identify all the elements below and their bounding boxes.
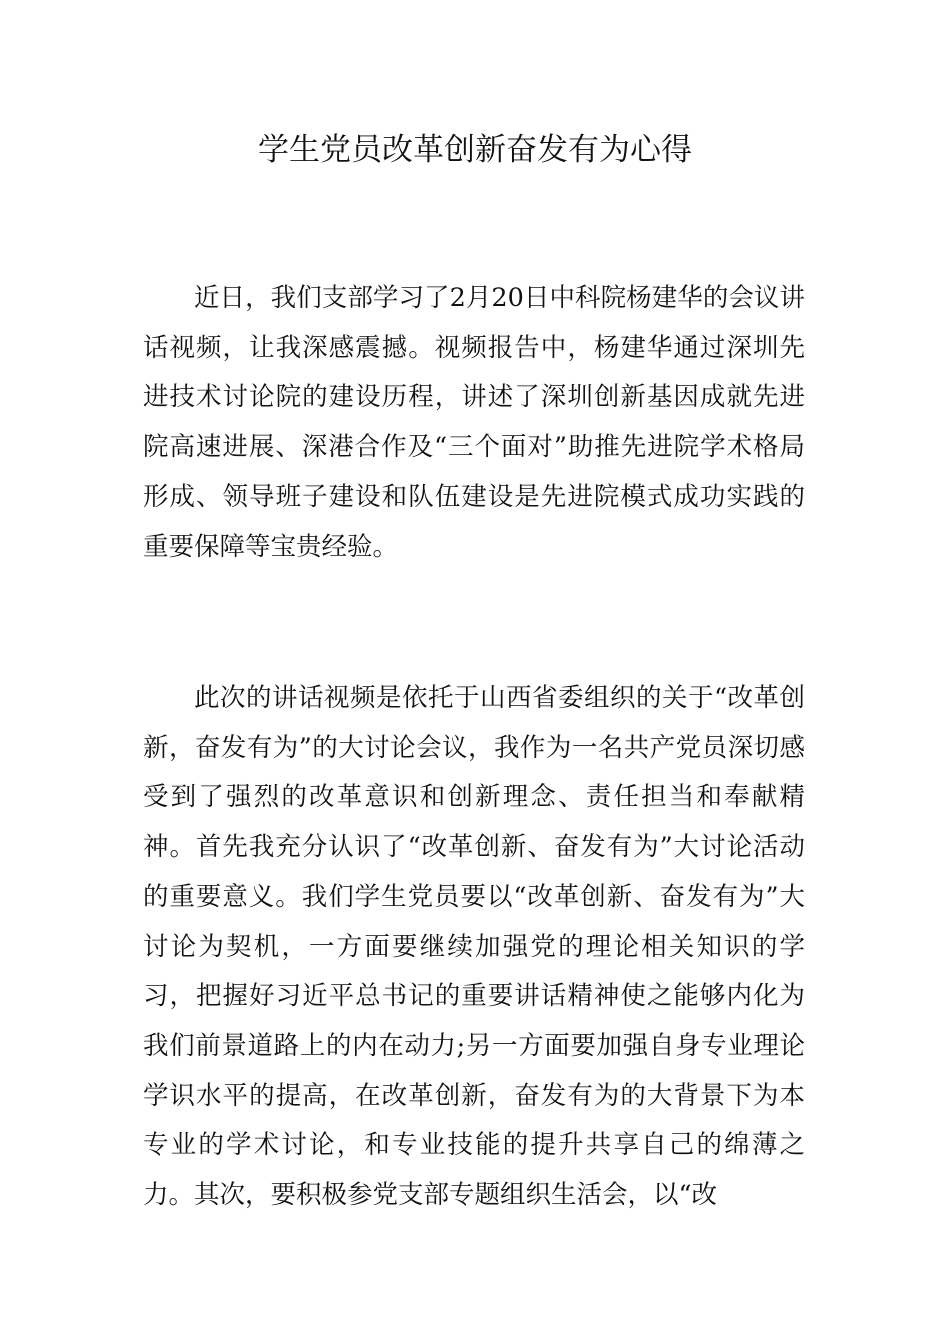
document-title: 学生党员改革创新奋发有为心得 <box>258 132 692 168</box>
paragraph-2: 此次的讲话视频是依托于山西省委组织的关于“改革创新，奋发有为”的大讨论会议，我作为一名共产党员深切感受到了强烈的改革意识和创新理念、责任担当和奉献精神。首先我充分认识了“改革创新、奋发有为”大讨论活动的重要意义。我们学生党员要以“改革创新、奋发有为”大讨论为契机，一方面要继续加强党的理论相关知识的学习，把握好习近平总书记的重要讲话精神使之能够内化为我们前景道路上的内在动力;另一方面要加强自身专业理论学识水平的提高，在改革创新，奋发有为的大背景下为本专业的学术讨论，和专业技能的提升共享自己的绵薄之力。其次，要积极参党支部专题组织生活会，以“改 <box>143 683 805 1211</box>
paragraph-1: 近日，我们支部学习了2月20日中科院杨建华的会议讲话视频，让我深感震撼。视频报告中，杨建华通过深圳先进技术讨论院的建设历程，讲述了深圳创新基因成就先进院高速进展、深港合作及“三个面对”助推先进院学术格局形成、领导班子建设和队伍建设是先进院模式成功实践的重要保障等宝贵经验。 <box>143 283 805 562</box>
